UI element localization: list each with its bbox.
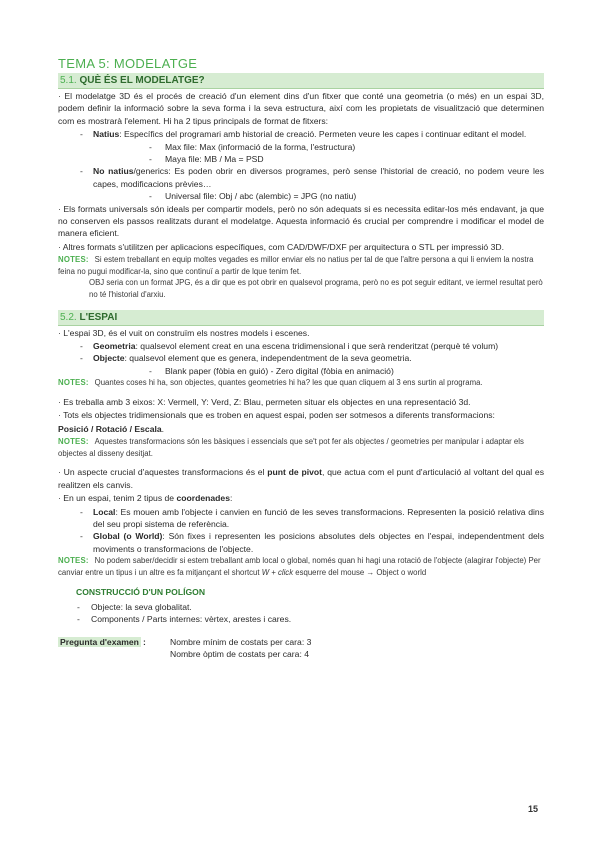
list-item: - Components / Parts internes: vèrtex, arestes i cares. [58,613,544,625]
sub-list [93,141,544,166]
text: · Un aspecte crucial d'aquestes transformacions és el [58,467,268,478]
subsection-heading: CONSTRUCCIÓ D'UN POLÍGON [76,587,206,598]
term-text: : Específics del programari amb historial de creació. Permeten veure les capes i continuar editant el model. [119,129,527,140]
note-text: OBJ seria con un format JPG, és a dir que es pot obrir en qualsevol programa, però no es pot seguir editant, ve iermel resultat però no té l'historial d'arxiu. [89,278,543,300]
transformations-list: Posició / Rotació / Escala [58,423,162,434]
note-block [58,436,544,459]
page-title: TEMA 5: MODELATGE [58,56,198,71]
exam-value: Nombre mínim de costats per cara: 3 [170,636,312,647]
exam-value: Nombre òptim de costats per cara: 4 [170,648,309,659]
section-title: L'ESPAI [79,311,118,323]
shortcut: W + click [261,567,294,577]
term-text: : Es mouen amb l'objecte i canvien en funció de les seves transformacions. Representen la posició relativa dins del seu propi sistema de referència. [93,506,544,529]
note-tag: NOTES: [58,378,89,388]
list-item [58,506,544,531]
term-text: : Són fixes i representen les posicions absolutes dels objectes en l'espai, independentment dels moviments o transformacions de l'objecte. [93,531,544,554]
note-tag: NOTES: [58,255,89,265]
section-number: 5.2. [60,311,77,323]
term-text: /generics: Es poden obrir en diversos programes, però sense l'historial de creació, no podem veure les capes, modificacions prèvies… [93,166,544,189]
paragraph: · Tots els objectes tridimensionals que es troben en aquest espai, poden ser sotmesos a diferents transformacions: [58,410,495,421]
exam-label [58,636,170,661]
note-text: Aquestes transformacions són les bàsiques i essencials que se't pot fer als objectes / geometries per manipular i adaptar els objectes al disseny desitjat. [58,437,524,458]
sub-list-item: - Maya file: MB / Ma = PSD [93,153,544,165]
sub-list [93,365,544,377]
list-item [58,340,544,352]
section-heading-5-2 [58,310,544,326]
list-item [58,530,544,555]
exam-label-text: Pregunta d'examen [60,636,139,647]
note-tag: NOTES: [58,437,89,447]
transformations [58,423,544,435]
sub-list-item: - Universal file: Obj / abc (alembic) = JPG (no natiu) [93,190,544,202]
format-list [58,128,544,202]
punctuation: : [142,636,146,647]
term: Global (o World) [93,531,163,542]
note-block [58,277,544,300]
note-tag: NOTES: [58,556,89,566]
note-block [58,555,544,578]
document-page [58,56,544,660]
note-text: Quantes coses hi ha, son objectes, quantes geometries hi ha? les que quan cliquem al 3 ens surtin al programa. [94,378,483,388]
coordinates-list [58,506,544,556]
exam-question [58,636,544,661]
term: coordenades [176,493,230,504]
term: Geometria [93,341,136,352]
section-heading-5-1 [58,73,544,89]
paragraph [58,466,544,491]
note-text: esquerre del mouse → Object o world [293,567,427,577]
note-text: No podem saber/decidir si estem treballant amb local o global, només quan hi hagi una rotació de l'objecte (alagirar l'objecte) Per canviar entre un tipus i un altre es fa mitjançant el shortcut [58,556,541,577]
section-title: QUÈ ÉS EL MODELATGE? [79,75,205,86]
punctuation: . [161,423,165,434]
term: Local [93,506,116,517]
text: , que actua com el punt d'articulació al voltant del qual es realitzen els canvis. [58,467,544,490]
note-block [58,254,544,277]
term: No natius [93,166,134,177]
paragraph [58,492,544,504]
list-item [58,352,544,377]
term-text: : qualsevol element que es genera, independentment de la seva geometria. [124,353,412,364]
exam-values [170,636,311,661]
sub-list-item: - Max file: Max (informació de la forma, l'estructura) [93,141,544,153]
paragraph: · Es treballa amb 3 eixos: X: Vermell, Y: Verd, Z: Blau, permeten situar els objectes en una representació 3d. [58,396,471,407]
term: punt de pivot [267,467,323,478]
paragraph: · El modelatge 3D és el procés de creació d'un element dins d'un fitxer que conté una geometria (o més) en un espai 3D, podem definir la informació sobre la seva forma i la seva estructura, així com les propietats de visualització que determinen com es mostrarà l'element. Hi ha 2 tipus principals de format de fitxers: [58,91,544,126]
paragraph: · Els formats universals són ideals per compartir models, però no són adequats si es necessita editar-los més endavant, ja que no conserven els passos realitzats durant el modelatge. Aquesta informació és crucial per comprendre i modificar el model de manera eficient. [58,203,544,239]
page-number: 15 [528,804,539,814]
list-item [58,165,544,202]
polygon-list [58,601,544,626]
section-number: 5.1. [60,75,77,86]
space-list [58,340,544,377]
paragraph: · Altres formats s'utilitzen per aplicacions específiques, com CAD/DWF/DXF per arquitectura o STL per impressió 3D. [58,241,504,252]
term: Objecte [93,353,125,364]
list-item [58,128,544,165]
term-text: : qualsevol element creat en una escena tridimensional i que serà renderitzat (perquè té volum) [135,341,499,352]
text: : [229,493,233,504]
note-block [58,377,544,389]
sub-list [93,190,544,202]
term: Natius [93,129,120,140]
list-item: - Objecte: la seva globalitat. [58,601,544,613]
paragraph: · L'espai 3D, és el vuit on construïm els nostres models i escenes. [58,327,310,338]
text: · En un espai, tenim 2 tipus de [58,493,177,504]
sub-list-item: - Blank paper (fòbia en guió) - Zero digital (fòbia en animació) [93,365,544,377]
note-text: Si estem treballant en equip moltes vegades es millor enviar els no natius per tal de que l'altre persona a qui li enviem la nostra feina no pugui modificar-la, sino que continuï a partir de lque tenim fet. [58,255,534,276]
